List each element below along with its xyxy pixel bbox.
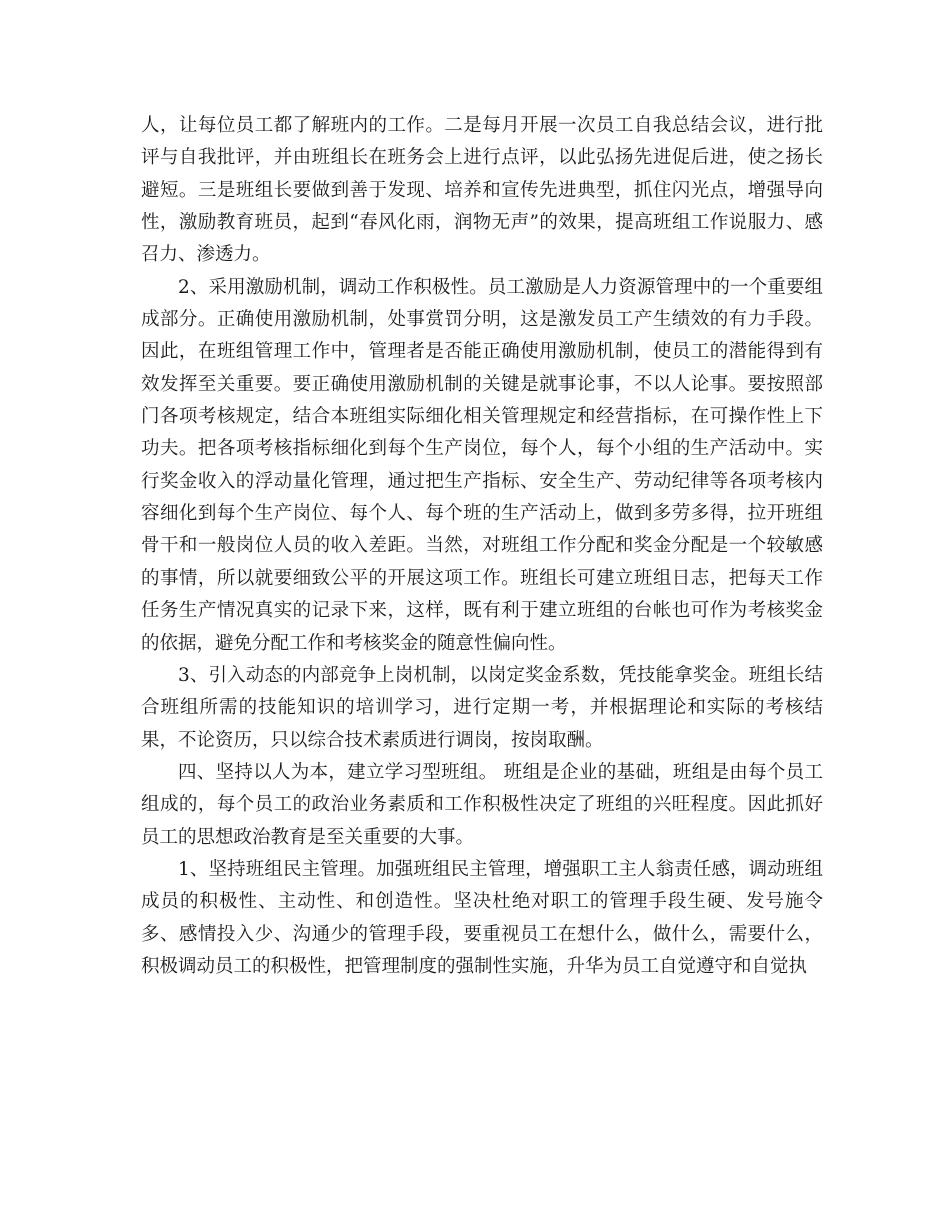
paragraph-incentive-mechanism: 2、采用激励机制，调动工作积极性。员工激励是人力资源管理中的一个重要组成部分。正确使用激励机制，处事赏罚分明，这是激发员工产生绩效的有力手段。因此，在班组管理工作中，管理者是否能正确使用激励机制，使员工的潜能得到有效发挥至关重要。要正确使用激励机制的关键是就事论事，不以人论事。要按照部门各项考核规定，结合本班组实际细化相关管理规定和经营指标，在可操作性上下功夫。把各项考核指标细化到每个生产岗位，每个人，每个小组的生产活动中。实行奖金收入的浮动量化管理，通过把生产指标、安全生产、劳动纪律等各项考核内容细化到每个生产岗位、每个人、每个班的生产活动上，做到多劳多得，拉开班组骨干和一般岗位人员的收入差距。当然，对班组工作分配和奖金分配是一个较敏感的事情，所以就要细致公平的开展这项工作。班组长可建立班组日志，把每天工作任务生产情况真实的记录下来，这样，既有利于建立班组的台帐也可作为考核奖金的依据，避免分配工作和考核奖金的随意性偏向性。	[141, 276, 823, 654]
paragraph-competition-mechanism: 3、引入动态的内部竞争上岗机制，以岗定奖金系数，凭技能拿奖金。班组长结合班组所需的技能知识的培训学习，进行定期一考，并根据理论和实际的考核结果，不论资历，只以综合技术素质进行调岗，按岗取酬。	[141, 664, 823, 751]
paragraph-section-four: 四、坚持以人为本，建立学习型班组。 班组是企业的基础，班组是由每个员工组成的，每个员工的政治业务素质和工作积极性决定了班组的兴旺程度。因此抓好员工的思想政治教育是至关重要的大事。	[141, 761, 823, 848]
paragraph-continuation: 人，让每位员工都了解班内的工作。二是每月开展一次员工自我总结会议，进行批评与自我批评，并由班组长在班务会上进行点评，以此弘扬先进促后进，使之扬长避短。三是班组长要做到善于发现、培养和宣传先进典型，抓住闪光点，增强导向性，激励教育班员，起到“春风化雨，润物无声”的效果，提高班组工作说服力、感召力、渗透力。	[141, 115, 823, 266]
paragraph-democratic-management: 1、坚持班组民主管理。加强班组民主管理，增强职工主人翁责任感，调动班组成员的积极性、主动性、和创造性。坚决杜绝对职工的管理手段生硬、发号施令多、感情投入少、沟通少的管理手段，要重视员工在想什么，做什么，需要什么，积极调动员工的积极性，把管理制度的强制性实施，升华为员工自觉遵守和自觉执	[141, 858, 823, 977]
document-body	[141, 110, 823, 983]
